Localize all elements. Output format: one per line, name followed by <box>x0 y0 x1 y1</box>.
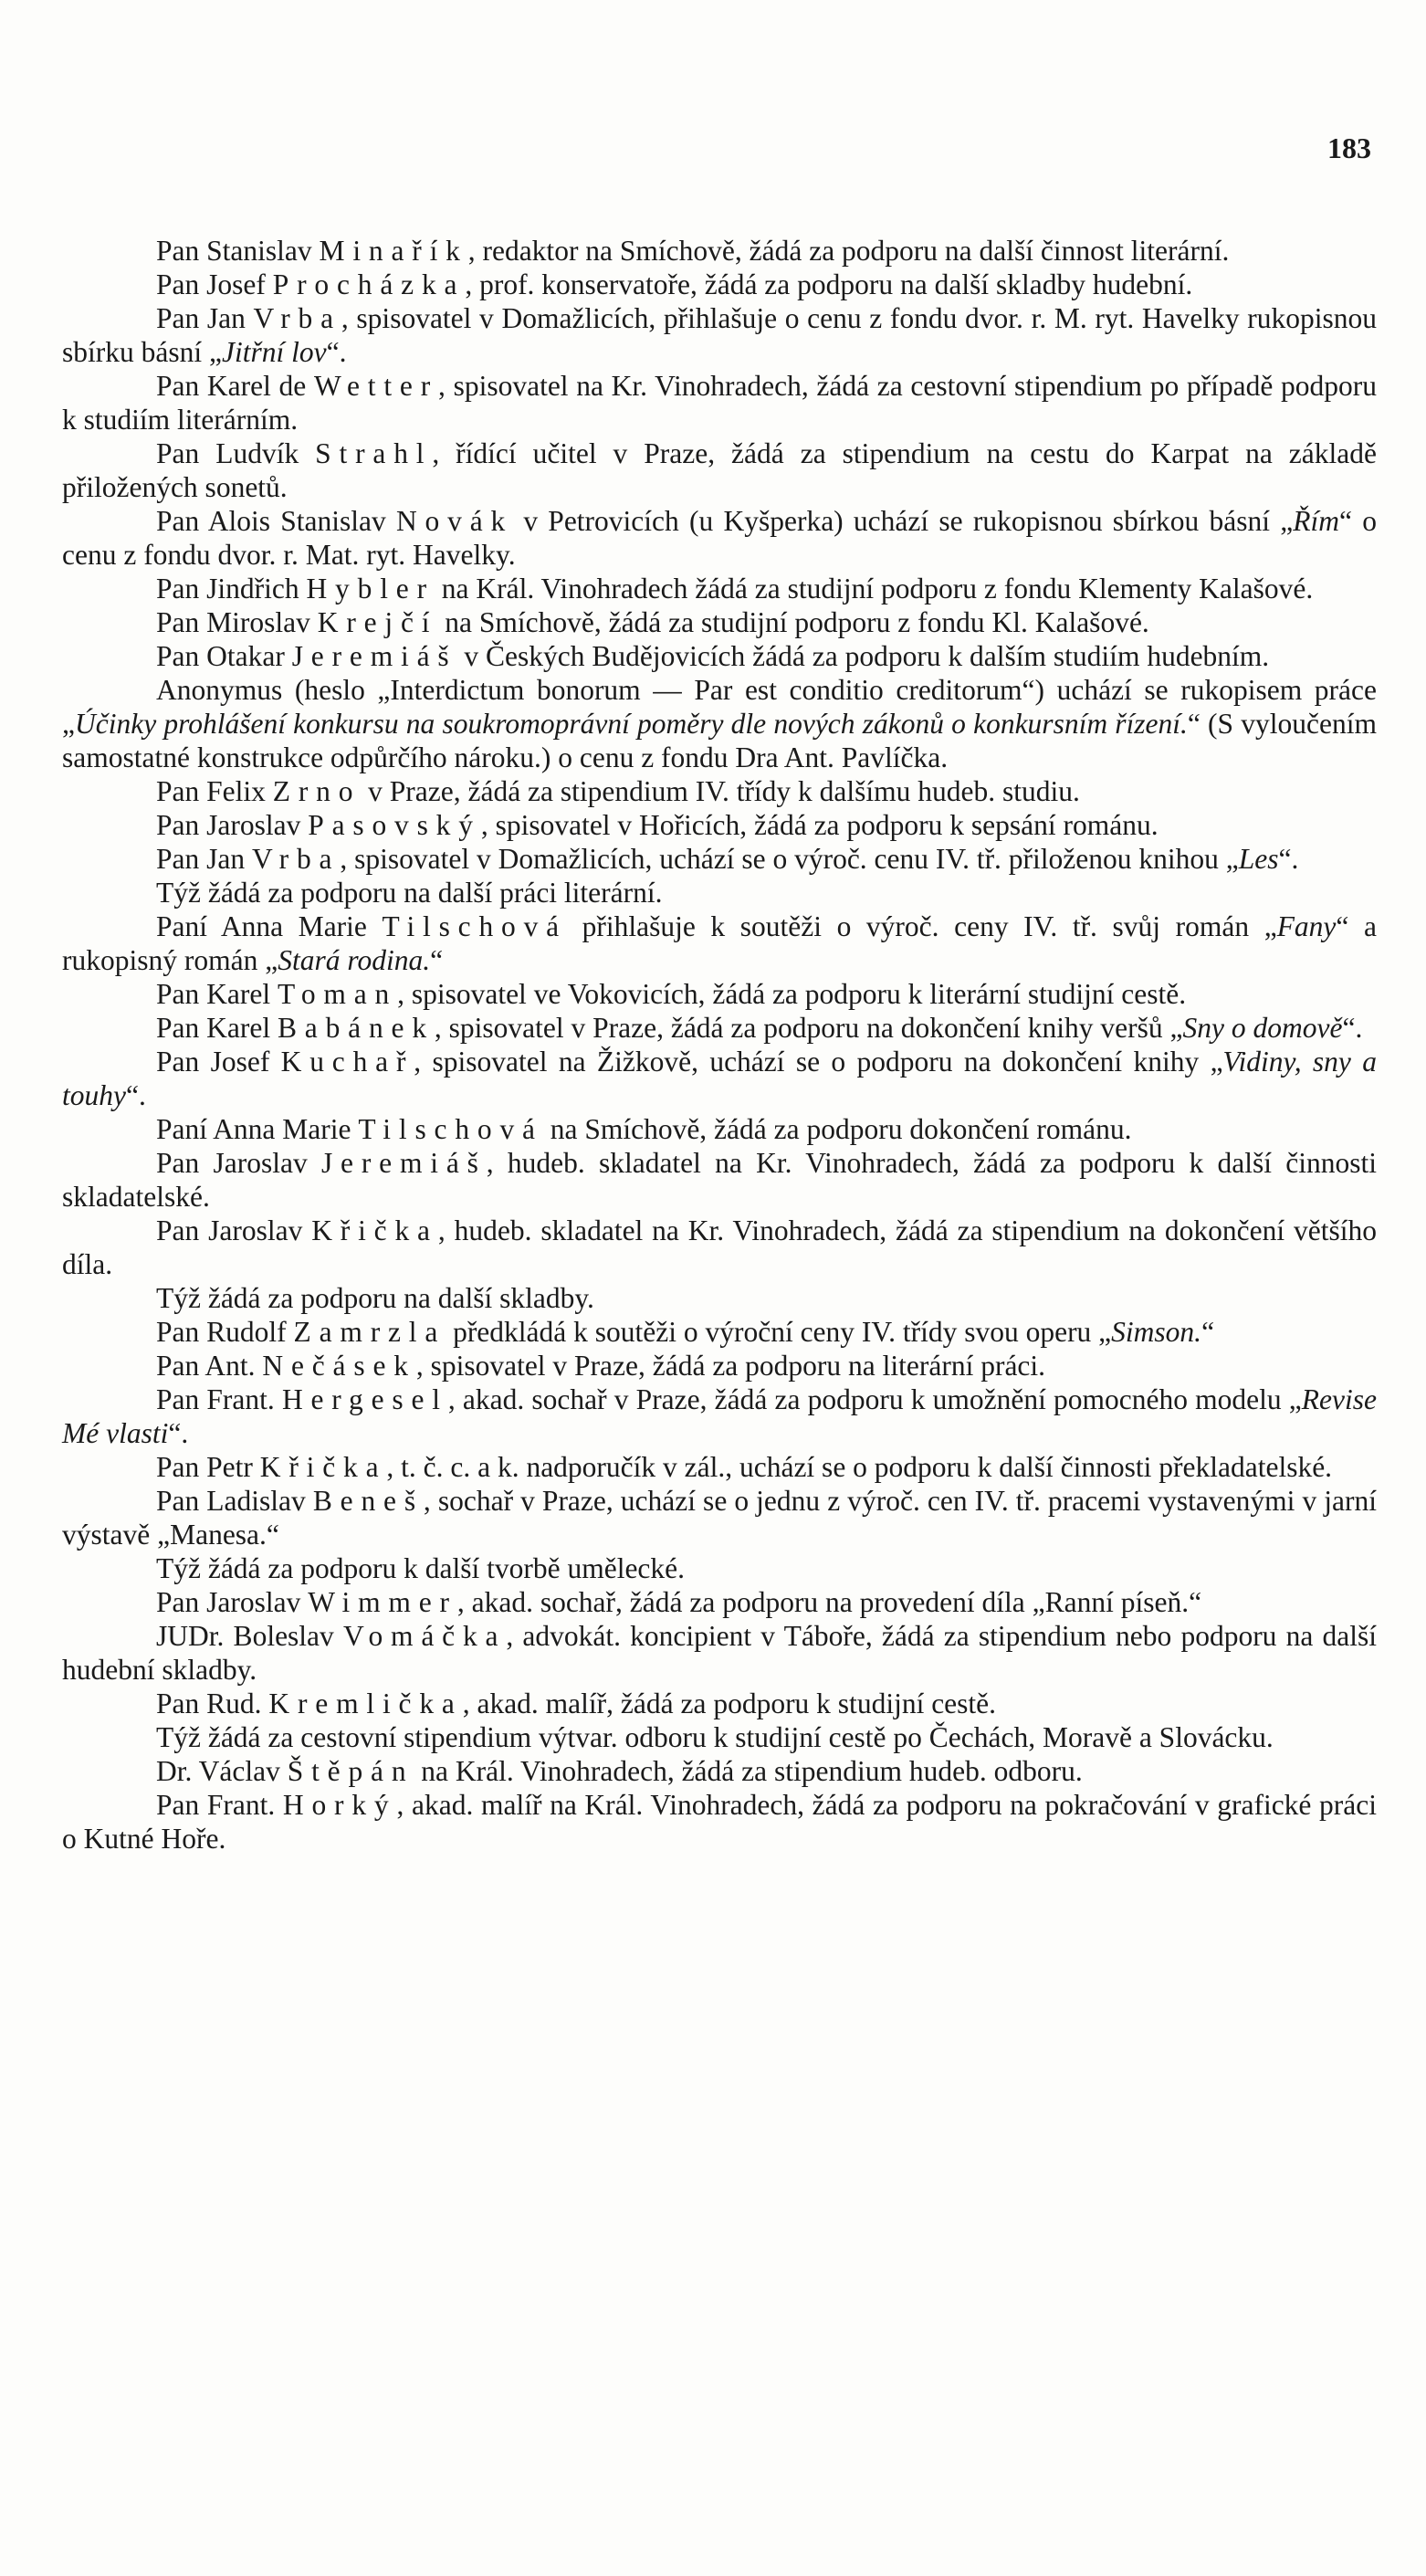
work-title: Fany <box>1276 910 1337 942</box>
entry-text: Pan Frant. <box>156 1789 283 1821</box>
entry-text: Pan Karel <box>156 978 278 1010</box>
entry-paragraph <box>62 1585 1377 1619</box>
entry-name: Kuchař <box>280 1046 414 1078</box>
entry-text: , redaktor na Smíchově, žádá za podporu na další činnost literární. <box>467 235 1230 267</box>
entry-name: Nečásek <box>262 1350 416 1382</box>
entry-text: , hudeb. skladatel na Kr. Vinohradech, žádá za podporu k další činnosti skladatelské. <box>62 1147 1377 1213</box>
entry-text: Pan Miroslav <box>156 606 318 638</box>
entry-paragraph <box>62 1281 1377 1315</box>
entry-paragraph <box>62 1146 1377 1214</box>
entry-paragraph <box>62 842 1377 876</box>
entry-text: , spisovatel na Žižkově, uchází se o podporu na dokončení knihy „ <box>414 1046 1223 1078</box>
work-title: Řím <box>1293 505 1340 537</box>
entry-text: Pan Jan <box>156 843 252 875</box>
work-title: Simson. <box>1111 1316 1202 1348</box>
entry-text: , řídící učitel v Praze, žádá za stipendium na cestu do Karpat na základě přiložených sonetů. <box>62 437 1377 503</box>
entry-text: “ <box>1201 1316 1215 1348</box>
entry-name: Hybler <box>306 573 435 605</box>
entry-name: Krejčí <box>317 606 438 638</box>
entry-text: “ (S vyloučením samostatné konstrukce odpůrčího nároku.) o cenu z fondu Dra Ant. Pavlíčka. <box>62 708 1377 773</box>
entry-text: Paní Anna Marie <box>156 1113 359 1145</box>
entry-text: Pan Jaroslav <box>156 809 309 841</box>
entry-name: Horký <box>282 1789 397 1821</box>
entry-paragraph <box>62 1383 1377 1450</box>
entry-text: Týž žádá za podporu na další skladby. <box>156 1282 594 1314</box>
entry-name: Procházka <box>272 268 466 300</box>
entry-paragraph <box>62 1788 1377 1856</box>
entry-text: , prof. konservatoře, žádá za podporu na další skladby hudební. <box>465 268 1193 300</box>
entry-paragraph <box>62 1619 1377 1687</box>
entry-text: , spisovatel v Domažlicích, uchází se o výroč. cenu IV. tř. přiloženou knihou „ <box>340 843 1239 875</box>
page-number: 183 <box>1327 131 1371 164</box>
entry-text: , spisovatel v Praze, žádá za podporu na dokončení knihy veršů „ <box>434 1012 1183 1044</box>
entry-text: Pan Alois Stanislav <box>156 505 396 537</box>
entry-text: Pan Petr <box>156 1451 260 1483</box>
entry-text: , t. č. c. a k. nadporučík v zál., uchází se o podporu k další činnosti překladatelské. <box>386 1451 1333 1483</box>
entry-name: Beneš <box>312 1485 424 1517</box>
entry-paragraph <box>62 268 1377 301</box>
entry-text: předkládá k soutěži o výroční ceny IV. třídy svou operu „ <box>446 1316 1112 1348</box>
entry-name: Wimmer <box>308 1586 457 1618</box>
entry-paragraph <box>62 1484 1377 1551</box>
entry-text: Pan Felix <box>156 775 273 807</box>
entry-text: Pan Jaroslav <box>156 1147 321 1179</box>
entry-name: Hergesel <box>281 1383 448 1415</box>
entry-text: , spisovatel na Kr. Vinohradech, žádá za cestovní stipendium po případě podporu k studiím literárním. <box>62 370 1377 436</box>
entry-text: Pan Ladislav <box>156 1485 313 1517</box>
entry-paragraph <box>62 1011 1377 1045</box>
entry-text: , spisovatel v Domažlicích, přihlašuje o cenu z fondu dvor. r. M. ryt. Havelky rukopisnou sbírku básní „ <box>62 302 1378 368</box>
entry-text: , akad. malíř, žádá za podporu k studijní cestě. <box>462 1688 997 1719</box>
entry-name: Křička <box>259 1451 387 1483</box>
entry-text: na Král. Vinohradech žádá za studijní podporu z fondu Klementy Kalašové. <box>434 573 1314 605</box>
entry-text: “. <box>168 1417 189 1449</box>
entry-name: Vrba <box>253 302 341 334</box>
work-title: Revise Mé vlasti <box>62 1383 1377 1449</box>
entry-name: Babánek <box>277 1012 435 1044</box>
entry-name: Zamrzla <box>293 1316 446 1348</box>
entry-paragraph <box>62 909 1377 977</box>
entry-name: Minařík <box>319 235 468 267</box>
entry-text: Pan Ant. <box>156 1350 263 1382</box>
entry-text: , hudeb. skladatel na Kr. Vinohradech, žádá za stipendium na dokončení většího díla. <box>62 1214 1377 1280</box>
entry-text: Týž žádá za cestovní stipendium výtvar. odboru k studijní cestě po Čechách, Moravě a Slovácku. <box>156 1721 1274 1753</box>
entry-text: na Smíchově, žádá za podporu dokončení románu. <box>542 1113 1132 1145</box>
entry-text: Pan Josef <box>156 1046 281 1078</box>
entry-text: , akad. sochař, žádá za podporu na provedení díla „Ranní píseň.“ <box>456 1586 1202 1618</box>
entry-text: Pan Frant. <box>156 1383 282 1415</box>
entry-text: “. <box>125 1079 146 1111</box>
entry-text: v Petrovicích (u Kyšperka) uchází se rukopisnou sbírkou básní „ <box>513 505 1294 537</box>
entry-text: Pan Rudolf <box>156 1316 294 1348</box>
entry-text: Pan Jan <box>156 302 254 334</box>
entry-text: , spisovatel v Praze, žádá za podporu na literární práci. <box>415 1350 1046 1382</box>
entry-paragraph <box>62 1112 1377 1146</box>
entry-text: Pan Karel de <box>156 370 314 402</box>
entry-paragraph <box>62 1754 1377 1788</box>
entry-paragraph <box>62 436 1377 504</box>
entry-name: Tilschová <box>358 1113 543 1145</box>
entry-paragraph <box>62 234 1377 268</box>
entry-text: v Praze, žádá za stipendium IV. třídy k dalšímu hudeb. studiu. <box>361 775 1080 807</box>
entry-text: na Král. Vinohradech, žádá za stipendium hudeb. odboru. <box>414 1755 1083 1787</box>
entry-text: , spisovatel v Hořicích, žádá za podporu k sepsání románu. <box>480 809 1159 841</box>
entry-text: Paní Anna Marie <box>156 910 383 942</box>
entry-paragraph <box>62 1045 1377 1112</box>
entry-text: , akad. sochař v Praze, žádá za podporu k umožnění pomocného modelu „ <box>447 1383 1302 1415</box>
entry-text: “. <box>1278 843 1299 875</box>
entry-text: Dr. Václav <box>156 1755 288 1787</box>
entry-paragraph <box>62 301 1377 369</box>
work-title: Sny o domově <box>1182 1012 1343 1044</box>
entry-text: Pan Otakar <box>156 640 292 672</box>
entry-paragraph <box>62 369 1377 436</box>
entry-text: , advokát. koncipient v Táboře, žádá za stipendium nebo podporu na další hudební skladby. <box>62 1620 1378 1686</box>
entry-name: Wetter <box>313 370 439 402</box>
entry-text: Týž žádá za podporu na další práci literární. <box>156 877 663 909</box>
entry-paragraph <box>62 1551 1377 1585</box>
entry-paragraph <box>62 673 1377 774</box>
entry-text: “. <box>1342 1012 1363 1044</box>
entry-name: Štěpán <box>287 1755 414 1787</box>
entry-text: na Smíchově, žádá za studijní podporu z fondu Kl. Kalašové. <box>437 606 1149 638</box>
entry-paragraph <box>62 1450 1377 1484</box>
entry-text: Pan Jaroslav <box>156 1214 312 1246</box>
entry-paragraph <box>62 1315 1377 1349</box>
entry-text: “ <box>430 944 444 976</box>
entry-paragraph <box>62 876 1377 909</box>
entry-text: Anonymus (heslo „Interdictum bonorum — Par est conditio creditorum“) uchází se rukopisem práce „ <box>62 674 1377 740</box>
entry-text: Pan Ludvík <box>156 437 316 469</box>
entry-text: Pan Jindřich <box>156 573 307 605</box>
entry-name: Kremlička <box>268 1688 463 1719</box>
entry-text: Týž žádá za podporu k další tvorbě umělecké. <box>156 1552 686 1584</box>
entry-paragraph <box>62 774 1377 808</box>
entry-name: Toman <box>277 978 398 1010</box>
entry-text: , spisovatel ve Vokovicích, žádá za podporu k literární studijní cestě. <box>397 978 1187 1010</box>
entry-name: Vomáčka <box>342 1620 507 1652</box>
entry-name: Zrno <box>272 775 362 807</box>
entry-paragraph <box>62 639 1377 673</box>
entry-text: Pan Rud. <box>156 1688 269 1719</box>
entry-text: “ a rukopisný román „ <box>62 910 1377 976</box>
entry-text: Pan Karel <box>156 1012 278 1044</box>
entry-text: JUDr. Boleslav <box>156 1620 343 1652</box>
entry-paragraph <box>62 605 1377 639</box>
document-body <box>62 234 1377 1856</box>
entry-text: Pan Stanislav <box>156 235 320 267</box>
entry-paragraph <box>62 504 1377 572</box>
entry-paragraph <box>62 808 1377 842</box>
entry-name: Křička <box>311 1214 438 1246</box>
work-title: Les <box>1238 843 1279 875</box>
work-title: Stará rodina. <box>278 944 431 976</box>
entry-paragraph <box>62 572 1377 605</box>
work-title: Účinky prohlášení konkursu na soukromoprávní poměry dle nových zákonů o konkursním řízení. <box>74 708 1188 740</box>
entry-text: “ o cenu z fondu dvor. r. Mat. ryt. Havelky. <box>62 505 1377 571</box>
entry-paragraph <box>62 977 1377 1011</box>
entry-text: Pan Jaroslav <box>156 1586 309 1618</box>
entry-name: Novák <box>395 505 514 537</box>
entry-name: Jeremiáš <box>320 1147 487 1179</box>
entry-paragraph <box>62 1349 1377 1383</box>
entry-text: , sochař v Praze, uchází se o jednu z výroč. cen IV. tř. pracemi vystavenými v jarní výstavě „Manesa.“ <box>62 1485 1377 1551</box>
entry-text: v Českých Budějovicích žádá za podporu k dalším studiím hudebním. <box>456 640 1270 672</box>
work-title: Vidiny, sny a touhy <box>62 1046 1377 1111</box>
entry-name: Vrba <box>252 843 341 875</box>
entry-name: Strahl <box>315 437 433 469</box>
entry-paragraph <box>62 1720 1377 1754</box>
entry-text: “. <box>326 336 347 368</box>
entry-name: Pasovský <box>308 809 481 841</box>
entry-text: , akad. malíř na Král. Vinohradech, žádá za podporu na pokračování v grafické práci o Kutné Hoře. <box>62 1789 1377 1855</box>
entry-paragraph <box>62 1214 1377 1281</box>
entry-name: Jeremiáš <box>291 640 457 672</box>
work-title: Jitřní lov <box>221 336 327 368</box>
entry-text: přihlašuje k soutěži o výroč. ceny IV. tř. svůj román „ <box>567 910 1277 942</box>
entry-name: Tilschová <box>382 910 567 942</box>
entry-paragraph <box>62 1687 1377 1720</box>
entry-text: Pan Josef <box>156 268 273 300</box>
